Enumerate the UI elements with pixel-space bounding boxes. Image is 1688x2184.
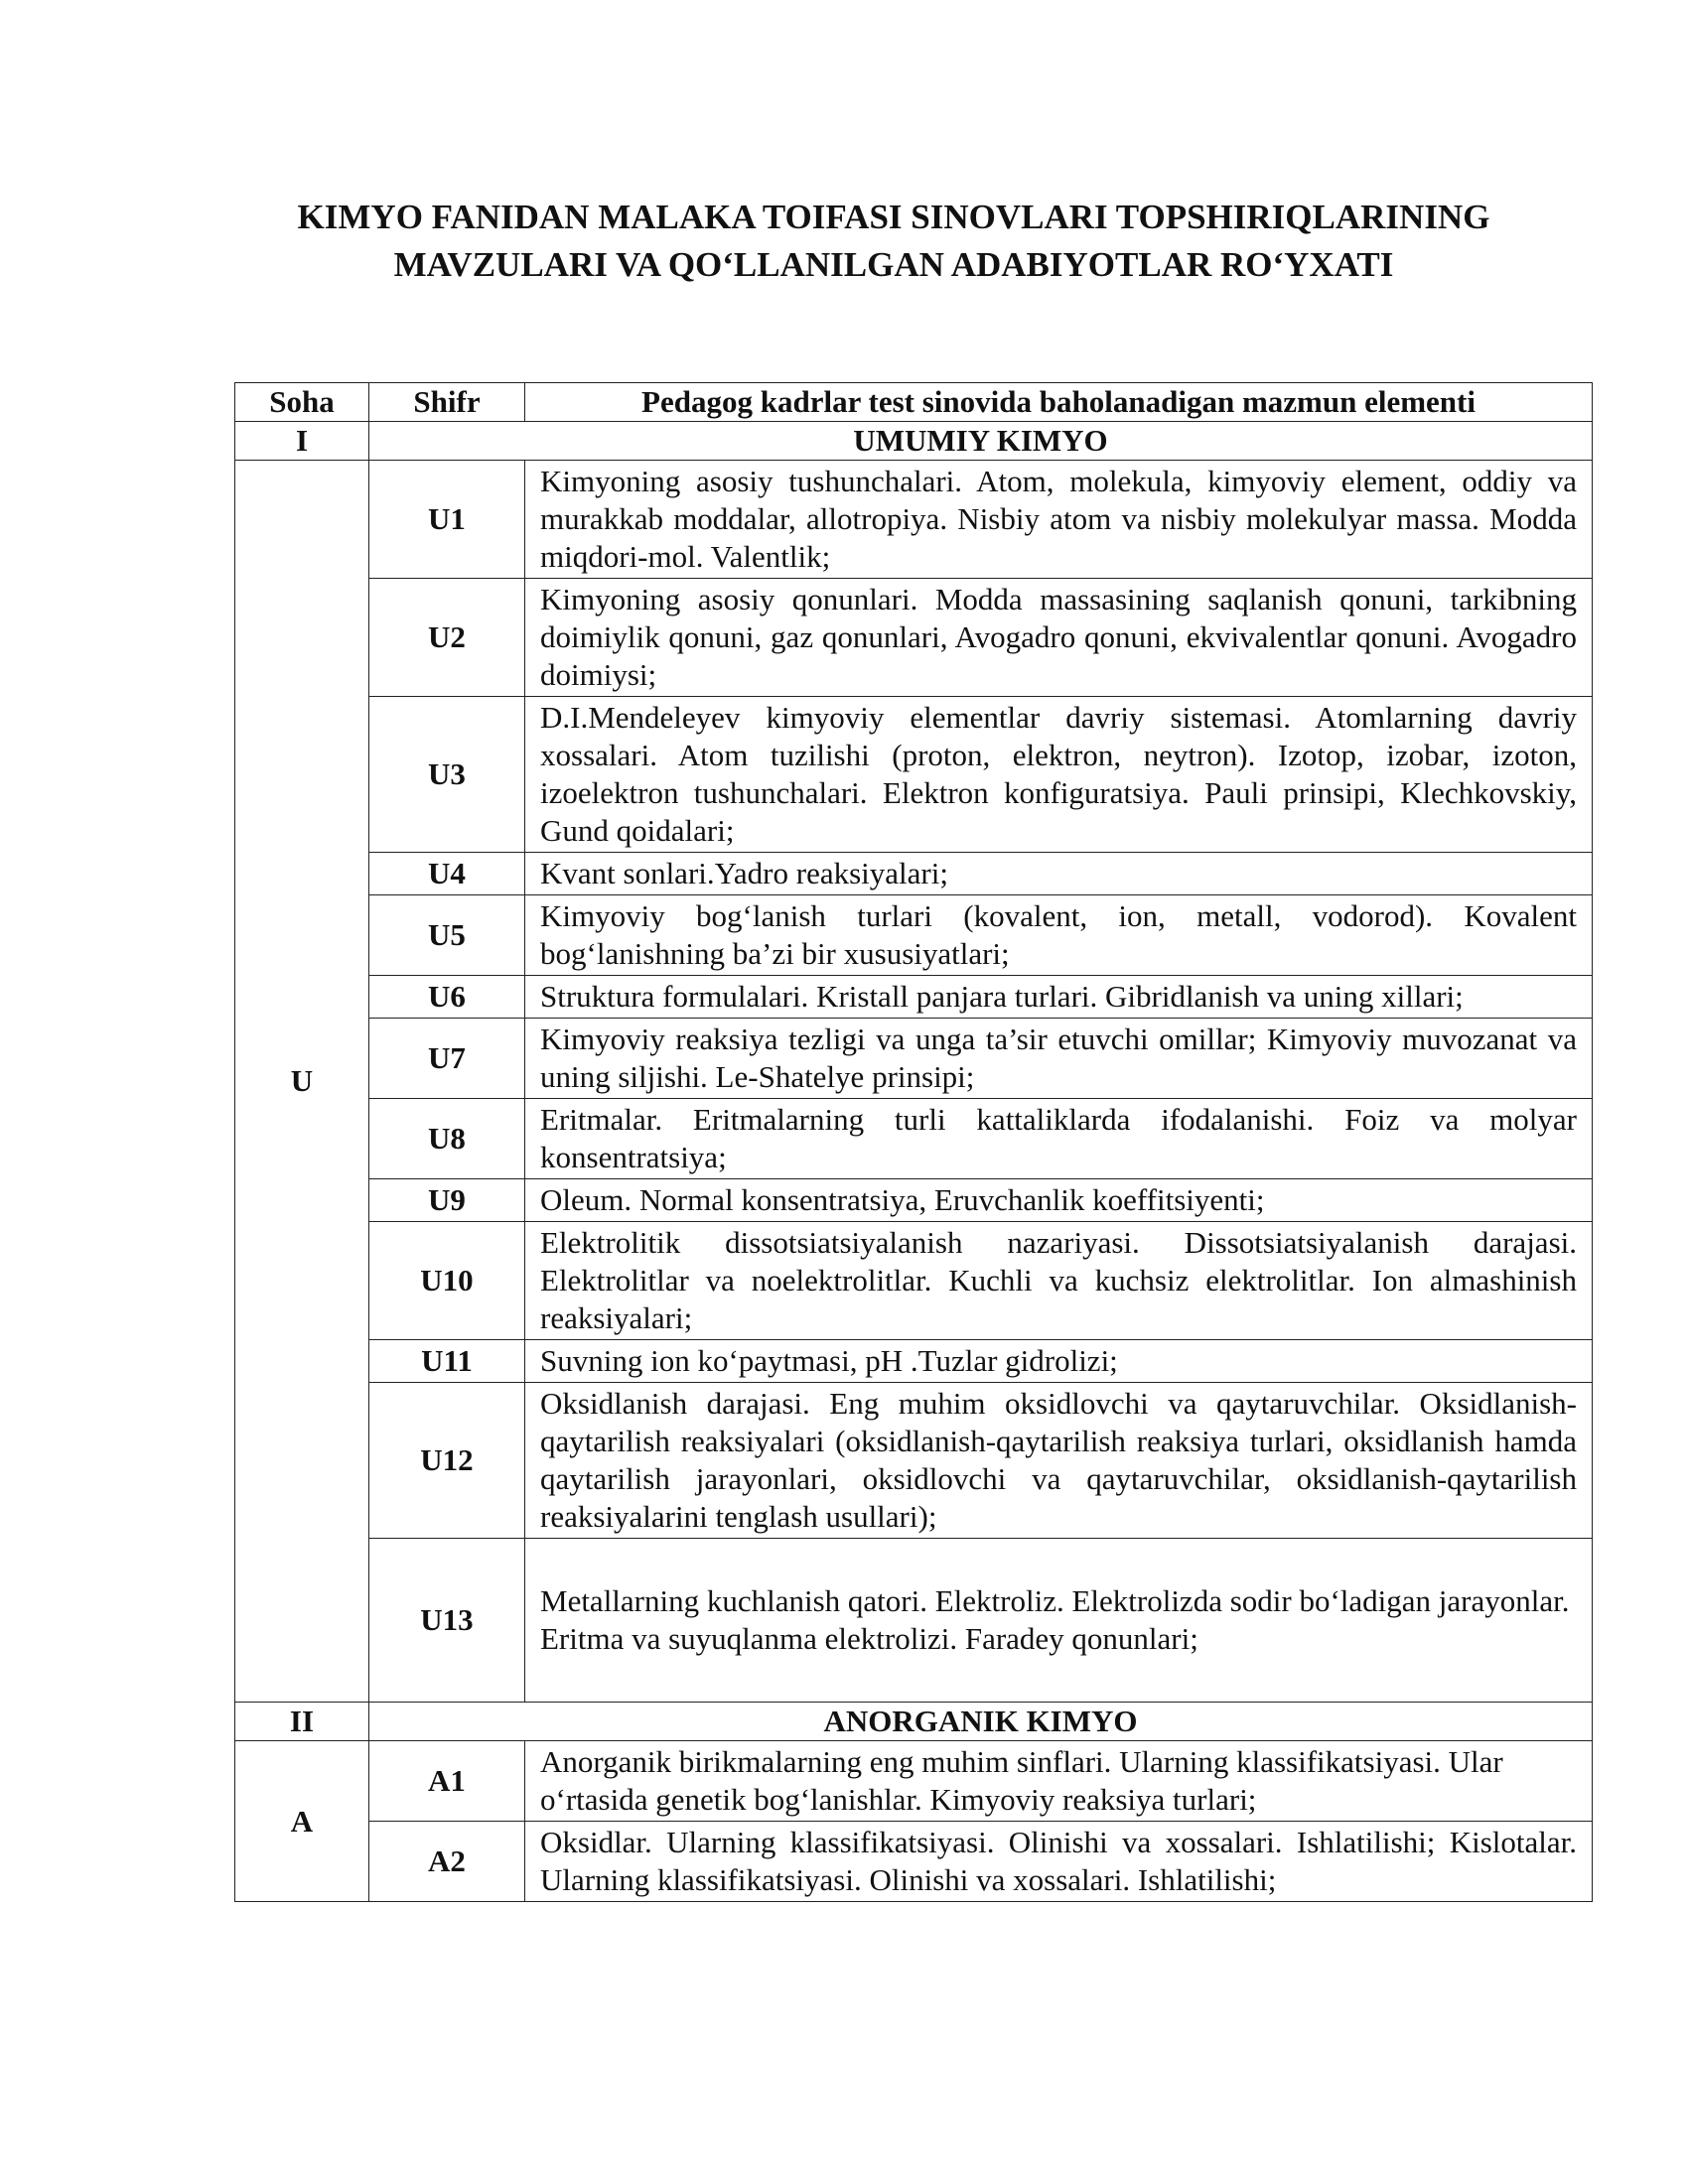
section-number: II — [235, 1703, 369, 1741]
table-row — [235, 1179, 1593, 1222]
content-cell: Suvning ion ko‘paytmasi, pH .Tuzlar gidrolizi; — [525, 1340, 1593, 1383]
header-shifr: Shifr — [369, 383, 525, 422]
shifr-cell: U4 — [369, 853, 525, 895]
shifr-cell: U7 — [369, 1019, 525, 1099]
table-row — [235, 853, 1593, 895]
table-row — [235, 1340, 1593, 1383]
content-cell: Elektrolitik dissotsiatsiyalanish nazariyasi. Dissotsiatsiyalanish darajasi. Elektrolitlar va noelektrolitlar. Kuchli va kuchsiz elektrolitlar. Ion almashinish reaksiyalari; — [525, 1222, 1593, 1340]
content-cell: Anorganik birikmalarning eng muhim sinflari. Ularning klassifikatsiyasi. Ular o‘rtasida genetik bog‘lanishlar. Kimyoviy reaksiya turlari; — [525, 1741, 1593, 1822]
shifr-cell: U6 — [369, 976, 525, 1019]
table-row — [235, 461, 1593, 579]
content-cell: Metallarning kuchlanish qatori. Elektroliz. Elektrolizda sodir bo‘ladigan jarayonlar. Eritma va suyuqlanma elektrolizi. Faradey qonunlari; — [525, 1539, 1593, 1703]
header-soha: Soha — [235, 383, 369, 422]
content-cell: Eritmalar. Eritmalarning turli kattaliklarda ifodalanishi. Foiz va molyar konsentratsiya; — [525, 1099, 1593, 1179]
table-row — [235, 1539, 1593, 1703]
shifr-cell: U13 — [369, 1539, 525, 1703]
section-row — [235, 422, 1593, 461]
table-row — [235, 976, 1593, 1019]
section-title: UMUMIY KIMYO — [369, 422, 1593, 461]
content-cell: Kimyoviy reaksiya tezligi va unga ta’sir etuvchi omillar; Kimyoviy muvozanat va uning siljishi. Le-Shatelye prinsipi; — [525, 1019, 1593, 1099]
table-row — [235, 1222, 1593, 1340]
topics-table — [234, 382, 1593, 1902]
section-row — [235, 1703, 1593, 1741]
content-cell: Struktura formulalari. Kristall panjara turlari. Gibridlanish va uning xillari; — [525, 976, 1593, 1019]
shifr-cell: U3 — [369, 697, 525, 853]
shifr-cell: U12 — [369, 1383, 525, 1539]
table-row — [235, 1099, 1593, 1179]
shifr-cell: U2 — [369, 579, 525, 697]
shifr-cell: U11 — [369, 1340, 525, 1383]
content-cell: Oksidlanish darajasi. Eng muhim oksidlovchi va qaytaruvchilar. Oksidlanish-qaytarilish reaksiyalari (oksidlanish-qaytarilish reaksiya turlari, oksidlanish hamda qaytarilish jarayonlari, oksidlovchi va qaytaruvchilar, oksidlanish-qaytarilish reaksiyalarini tenglash usullari); — [525, 1383, 1593, 1539]
document-title — [159, 194, 1628, 289]
section-number: I — [235, 422, 369, 461]
shifr-cell: U9 — [369, 1179, 525, 1222]
content-cell: Oksidlar. Ularning klassifikatsiyasi. Olinishi va xossalari. Ishlatilishi; Kislotalar. Ularning klassifikatsiyasi. Olinishi va xossalari. Ishlatilishi; — [525, 1822, 1593, 1902]
content-cell: Kimyoviy bog‘lanish turlari (kovalent, ion, metall, vodorod). Kovalent bog‘lanishning ba’zi bir xususiyatlari; — [525, 895, 1593, 976]
shifr-cell: U5 — [369, 895, 525, 976]
table-row — [235, 1019, 1593, 1099]
content-cell: Kimyoning asosiy qonunlari. Modda massasining saqlanish qonuni, tarkibning doimiylik qonuni, gaz qonunlari, Avogadro qonuni, ekvivalentlar qonuni. Avogadro doimiysi; — [525, 579, 1593, 697]
content-cell: Kvant sonlari.Yadro reaksiyalari; — [525, 853, 1593, 895]
table-header-row — [235, 383, 1593, 422]
table-row — [235, 1383, 1593, 1539]
shifr-cell: A2 — [369, 1822, 525, 1902]
content-cell: D.I.Mendeleyev kimyoviy elementlar davriy sistemasi. Atomlarning davriy xossalari. Atom tuzilishi (proton, elektron, neytron). Izotop, izobar, izoton, izoelektron tushunchalari. Elektron konfiguratsiya. Pauli prinsipi, Klechkovskiy, Gund qoidalari; — [525, 697, 1593, 853]
header-content: Pedagog kadrlar test sinovida baholanadigan mazmun elementi — [525, 383, 1593, 422]
title-line-2: MAVZULARI VA QO‘LLANILGAN ADABIYOTLAR RO‘YXATI — [393, 245, 1394, 284]
table-row — [235, 1822, 1593, 1902]
shifr-cell: U8 — [369, 1099, 525, 1179]
soha-cell: U — [235, 461, 369, 1703]
table-row — [235, 895, 1593, 976]
shifr-cell: U10 — [369, 1222, 525, 1340]
shifr-cell: A1 — [369, 1741, 525, 1822]
section-title: ANORGANIK KIMYO — [369, 1703, 1593, 1741]
table-row — [235, 1741, 1593, 1822]
content-cell: Oleum. Normal konsentratsiya, Eruvchanlik koeffitsiyenti; — [525, 1179, 1593, 1222]
shifr-cell: U1 — [369, 461, 525, 579]
table-row — [235, 697, 1593, 853]
content-cell: Kimyoning asosiy tushunchalari. Atom, molekula, kimyoviy element, oddiy va murakkab moddalar, allotropiya. Nisbiy atom va nisbiy molekulyar massa. Modda miqdori-mol. Valentlik; — [525, 461, 1593, 579]
soha-cell: A — [235, 1741, 369, 1902]
title-line-1: KIMYO FANIDAN MALAKA TOIFASI SINOVLARI TOPSHIRIQLARINING — [297, 198, 1490, 236]
table-row — [235, 579, 1593, 697]
